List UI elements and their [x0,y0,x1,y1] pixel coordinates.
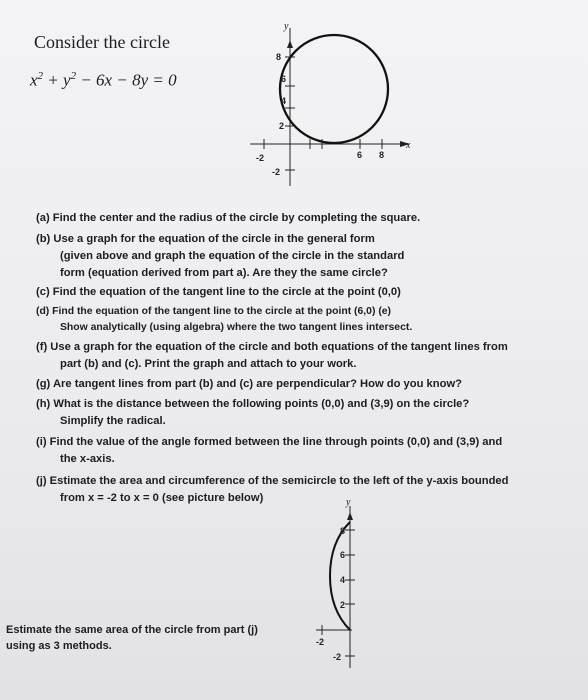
problem-b-line2: (given above and graph the equation of the circle in the standard [60,250,405,262]
problem-d: (d) Find the equation of the tangent line to the circle at the point (6,0) (e) [36,306,392,317]
footnote-line: using as 3 methods. [6,640,112,652]
problem-i-line2: the x-axis. [60,453,115,465]
page-title: Consider the circle [34,32,170,52]
semicircle-graph [300,494,380,670]
problem-f-line2: part (b) and (c). Print the graph and attach to your work. [60,358,357,370]
eq-y-exponent: 2 [70,70,77,82]
y-tick-label: 2 [340,600,346,610]
y-tick-label: 8 [276,52,282,62]
x-axis-label: x [406,140,411,151]
footnote-line: Estimate the same area of the circle from part (j) [6,624,258,636]
y-tick-label: -2 [272,167,281,177]
problem-d-line2: Show analytically (using algebra) where the two tangent lines intersect. [60,322,413,333]
eq-rest: − 6x − 8y = 0 [76,70,177,90]
x-tick-label: -2 [256,153,265,163]
problem-b-line3: form (equation derived from part a). Are they the same circle? [60,267,388,279]
problem-i: (i) Find the value of the angle formed between the line through points (0,0) and (3,9) and [36,436,503,448]
eq-plus: + [43,70,64,90]
x-tick-label: 6 [357,150,363,160]
eq-x-exponent: 2 [37,70,44,82]
y-tick-label: 6 [281,74,287,84]
x-tick-label: -2 [316,637,325,647]
problem-g: (g) Are tangent lines from part (b) and (c) are perpendicular? How do you know? [36,378,462,390]
y-tick-label: 8 [340,526,346,536]
problem-j-line2: from x = -2 to x = 0 (see picture below) [60,492,264,504]
x-tick-label: 8 [379,150,385,160]
problem-b: (b) Use a graph for the equation of the circle in the general form [36,233,375,245]
problem-h-line2: Simplify the radical. [60,415,166,427]
problem-a: (a) Find the center and the radius of the circle by completing the square. [36,212,421,224]
y-tick-label: 4 [340,575,346,585]
eq-y: y [63,70,71,90]
y-axis-label: y [284,21,289,32]
problem-j: (j) Estimate the area and circumference of the semicircle to the left of the y-axis bounded [36,475,509,487]
y-tick-label: 6 [340,550,346,560]
y-tick-label: 2 [279,121,285,131]
problem-f: (f) Use a graph for the equation of the circle and both equations of the tangent lines from [36,341,508,353]
problem-h: (h) What is the distance between the following points (0,0) and (3,9) on the circle? [36,398,470,410]
y-tick-label: -2 [333,652,342,662]
footnote [6,622,258,654]
y-axis-arrow [347,512,353,520]
problem-c: (c) Find the equation of the tangent line to the circle at the point (0,0) [36,286,401,298]
y-tick-label: 4 [281,96,287,106]
eq-x: x [30,70,38,90]
y-axis-label: y [346,497,351,508]
